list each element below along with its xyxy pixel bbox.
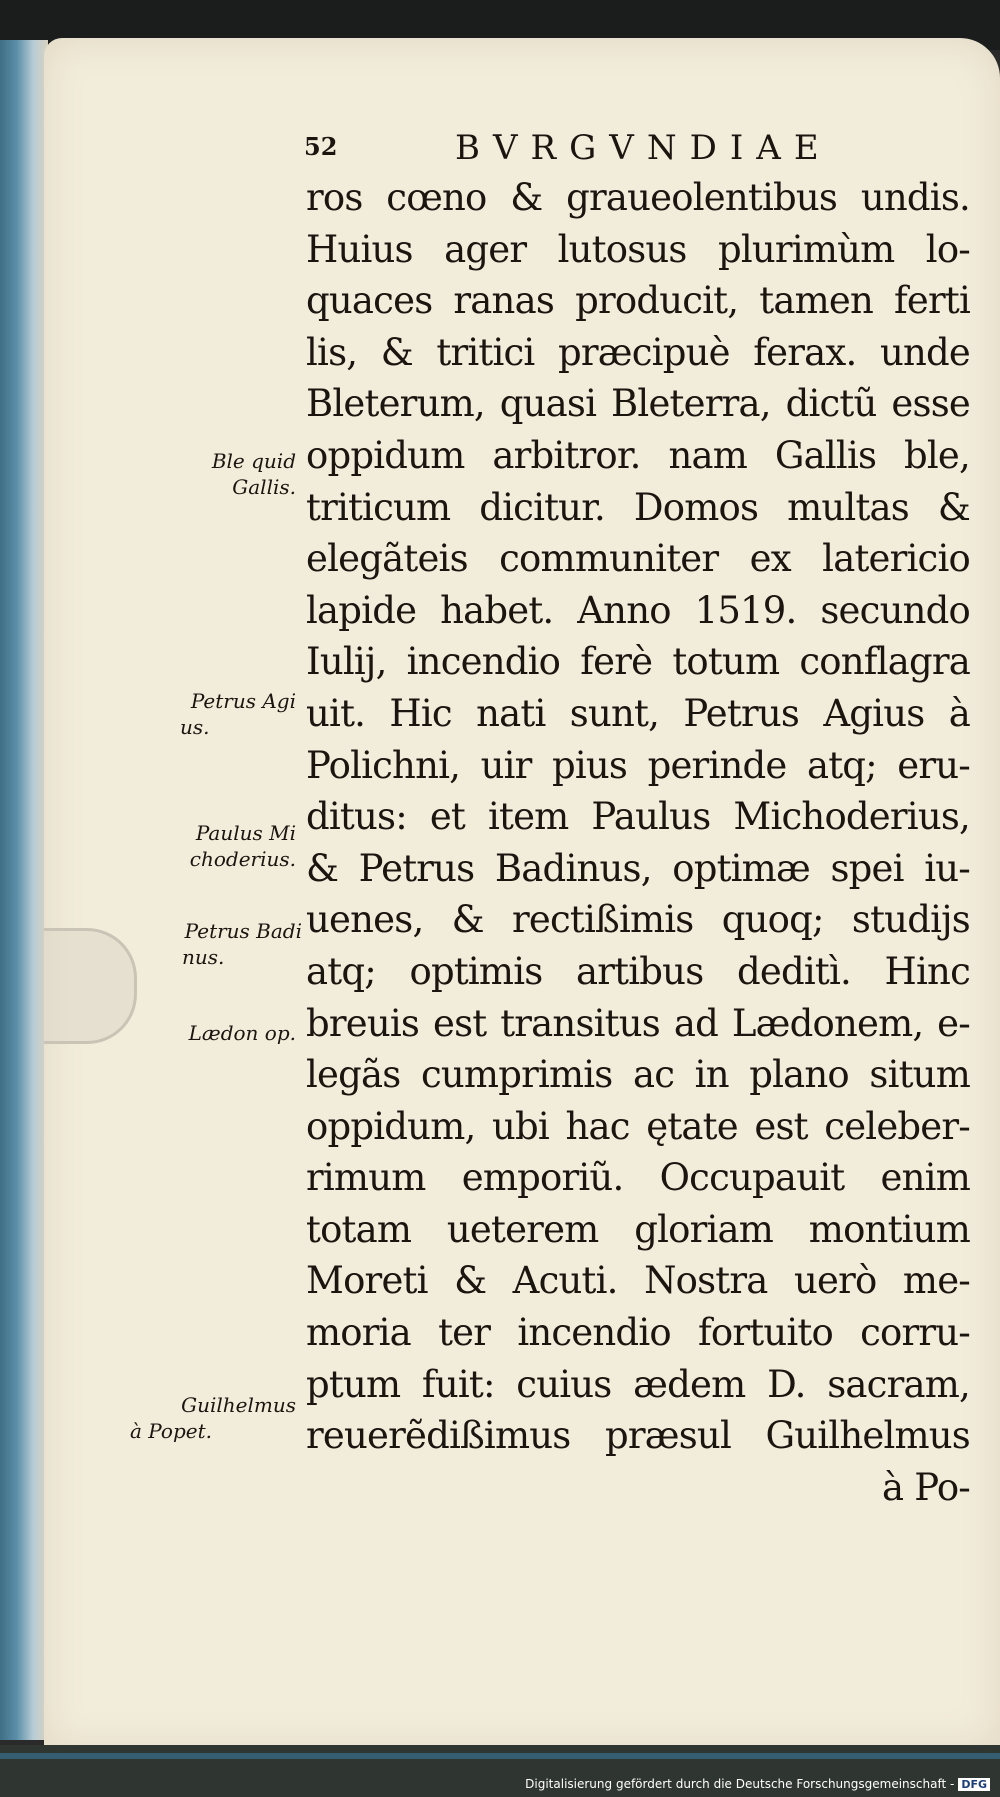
margin-note-line: us. xyxy=(180,715,210,739)
text-line: ros cœno & graueolentibus undis. xyxy=(306,176,970,219)
page-number: 52 xyxy=(304,132,338,161)
text-line: ptum fuit: cuius ædem D. sacram, xyxy=(306,1362,970,1406)
text-line: reuerẽdißimus præsul Guilhelmus xyxy=(306,1414,970,1458)
margin-note-line: Petrus Badi xyxy=(184,919,302,943)
text-line: Polichni, uir pius perinde atq; eru- xyxy=(306,743,970,787)
margin-note-petrus-badinus xyxy=(130,918,302,970)
running-title: BVRGVNDIAE xyxy=(455,128,832,168)
bottom-rule xyxy=(0,1753,1000,1759)
margin-note-line: Ble quid xyxy=(211,449,296,473)
text-line: Bleterum, quasi Bleterra, dictũ esse xyxy=(306,382,970,426)
text-line: quaces ranas producit, tamen ferti xyxy=(306,279,970,323)
text-line: Huius ager lutosus plurimùm lo- xyxy=(306,227,970,271)
book-spine-edge xyxy=(0,40,48,1740)
margin-note-line: Gallis. xyxy=(232,475,296,499)
text-line: totam ueterem gloriam montium xyxy=(306,1207,970,1251)
margin-note-line: Paulus Mi xyxy=(195,821,296,845)
margin-note-ble xyxy=(150,448,296,500)
text-line: Iulij, incendio ferè totum conflagra xyxy=(306,640,970,684)
margin-note-line: Lædon op. xyxy=(188,1021,296,1045)
dfg-logo-icon: DFG xyxy=(958,1778,990,1791)
text-line: uit. Hic nati sunt, Petrus Agius à xyxy=(306,691,970,735)
margin-note-line: choderius. xyxy=(189,847,296,871)
text-line: moria ter incendio fortuito corru- xyxy=(306,1311,970,1355)
margin-note-line: nus. xyxy=(182,945,225,969)
digitization-footer xyxy=(525,1777,990,1791)
text-line: atq; optimis artibus deditì. Hinc xyxy=(306,949,970,993)
text-line: breuis est transitus ad Lædonem, e- xyxy=(306,1001,970,1045)
text-line: oppidum arbitror. nam Gallis ble, xyxy=(306,433,970,477)
margin-note-line: à Popet. xyxy=(130,1419,213,1443)
scan-bottom-band xyxy=(0,1745,1000,1797)
body-text xyxy=(306,172,970,1513)
margin-note-petrus-agius xyxy=(130,688,296,740)
text-line: lis, & tritici præcipuè ferax. unde xyxy=(306,330,970,374)
text-line: uenes, & rectißimis quoq; studijs xyxy=(306,898,970,942)
margin-note-line: Petrus Agi xyxy=(190,689,296,713)
margin-note-laedon xyxy=(130,1020,296,1046)
margin-note-line: Guilhelmus xyxy=(181,1393,296,1417)
text-line: elegãteis communiter ex latericio xyxy=(306,537,970,581)
text-line-catchword: à Po- xyxy=(882,1465,970,1509)
footer-text: Digitalisierung gefördert durch die Deutsche Forschungsgemeinschaft - xyxy=(525,1777,955,1791)
text-line: legãs cumprimis ac in plano situm xyxy=(306,1053,970,1097)
text-line: Moreti & Acuti. Nostra uerò me- xyxy=(306,1259,970,1303)
text-line: ditus: et item Paulus Michoderius, xyxy=(306,795,970,839)
page-clip xyxy=(44,928,137,1044)
margin-note-paulus-michoderius xyxy=(130,820,296,872)
text-line: lapide habet. Anno 1519. secundo xyxy=(306,588,970,632)
text-line: triticum dicitur. Domos multas & xyxy=(306,485,970,529)
text-line: oppidum, ubi hac ętate est celeber- xyxy=(306,1104,970,1148)
text-line: rimum emporiũ. Occupauit enim xyxy=(306,1156,970,1200)
margin-note-guilhelmus xyxy=(130,1392,296,1444)
text-line: & Petrus Badinus, optimæ spei iu- xyxy=(306,846,970,890)
